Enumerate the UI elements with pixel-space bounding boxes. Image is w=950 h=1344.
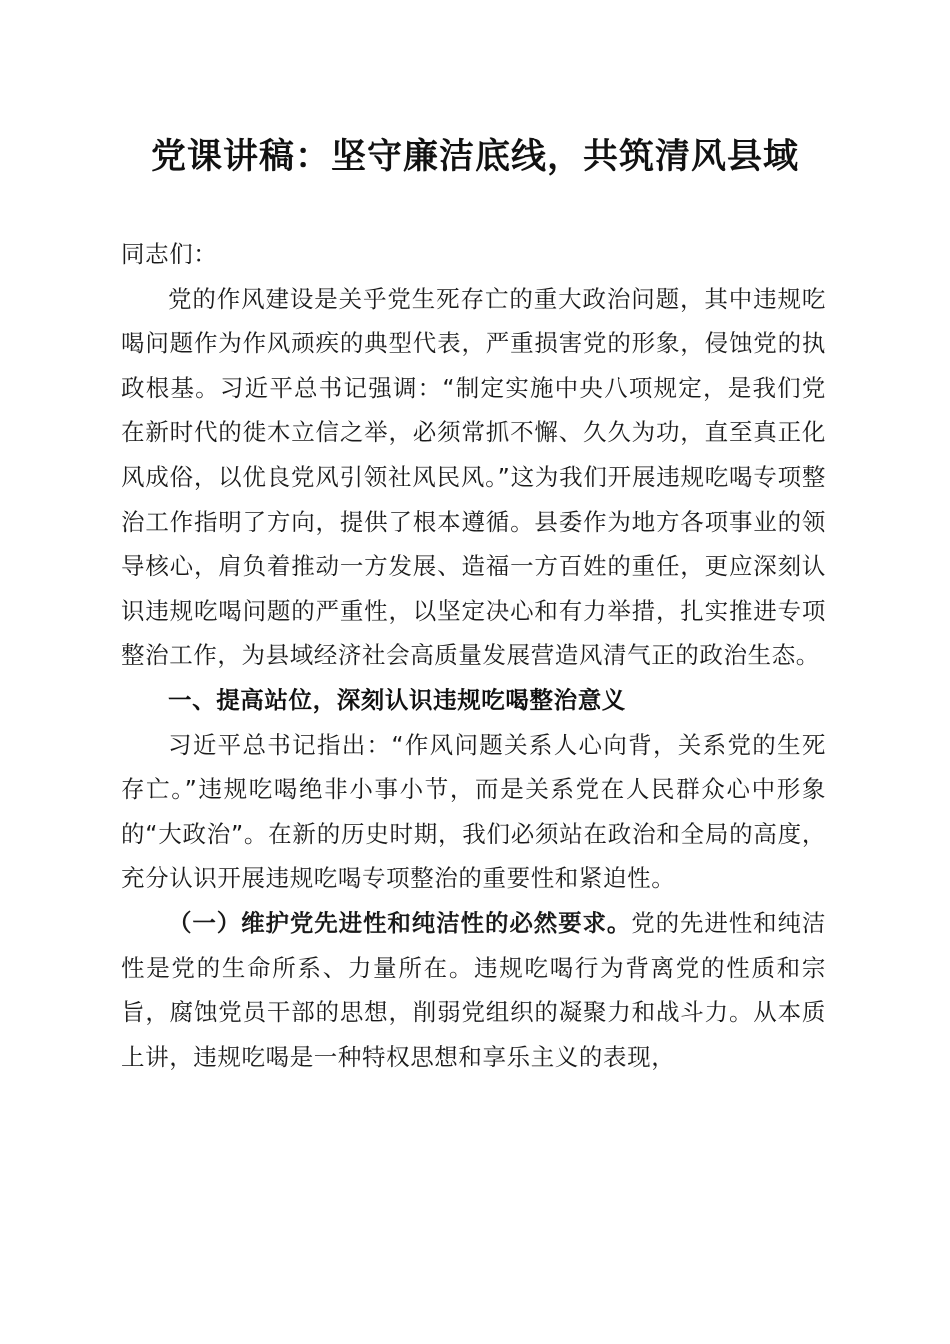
section-1-paragraph: 习近平总书记指出：“作风问题关系人心向背，关系党的生死存亡。”违规吃喝绝非小事小节，而是关系党在人民群众心中形象的“大政治”。在新的历史时期，我们必须站在政治和全局的高度，充分认识开展违规吃喝专项整治的重要性和紧迫性。: [121, 730, 826, 893]
subsection-heading-1: （一）维护党先进性和纯洁性的必然要求。: [168, 908, 632, 937]
subsection-1-paragraph: [121, 901, 826, 1079]
intro-paragraph: 党的作风建设是关乎党生死存亡的重大政治问题，其中违规吃喝问题作为作风顽疾的典型代表，严重损害党的形象，侵蚀党的执政根基。习近平总书记强调：“制定实施中央八项规定，是我们党在新时代的徙木立信之举，必须常抓不懈、久久为功，直至真正化风成俗，以优良党风引领社风民风。”这为我们开展违规吃喝专项整治工作指明了方向，提供了根本遵循。县委作为地方各项事业的领导核心，肩负着推动一方发展、造福一方百姓的重任，更应深刻认识违规吃喝问题的严重性，以坚定决心和有力举措，扎实推进专项整治工作，为县域经济社会高质量发展营造风清气正的政治生态。: [121, 284, 826, 670]
subsection-1-text: 党的先进性和纯洁性是党的生命所系、力量所在。违规吃喝行为背离党的性质和宗旨，腐蚀党员干部的思想，削弱党组织的凝聚力和战斗力。从本质上讲，违规吃喝是一种特权思想和享乐主义的表现，: [121, 908, 826, 1071]
section-heading-1: 一、提高站位，深刻认识违规吃喝整治意义: [168, 685, 626, 714]
salutation: 同志们：: [121, 240, 218, 268]
document-body: [121, 232, 826, 1079]
document-title: 党课讲稿：坚守廉洁底线，共筑清风县域: [150, 136, 799, 177]
